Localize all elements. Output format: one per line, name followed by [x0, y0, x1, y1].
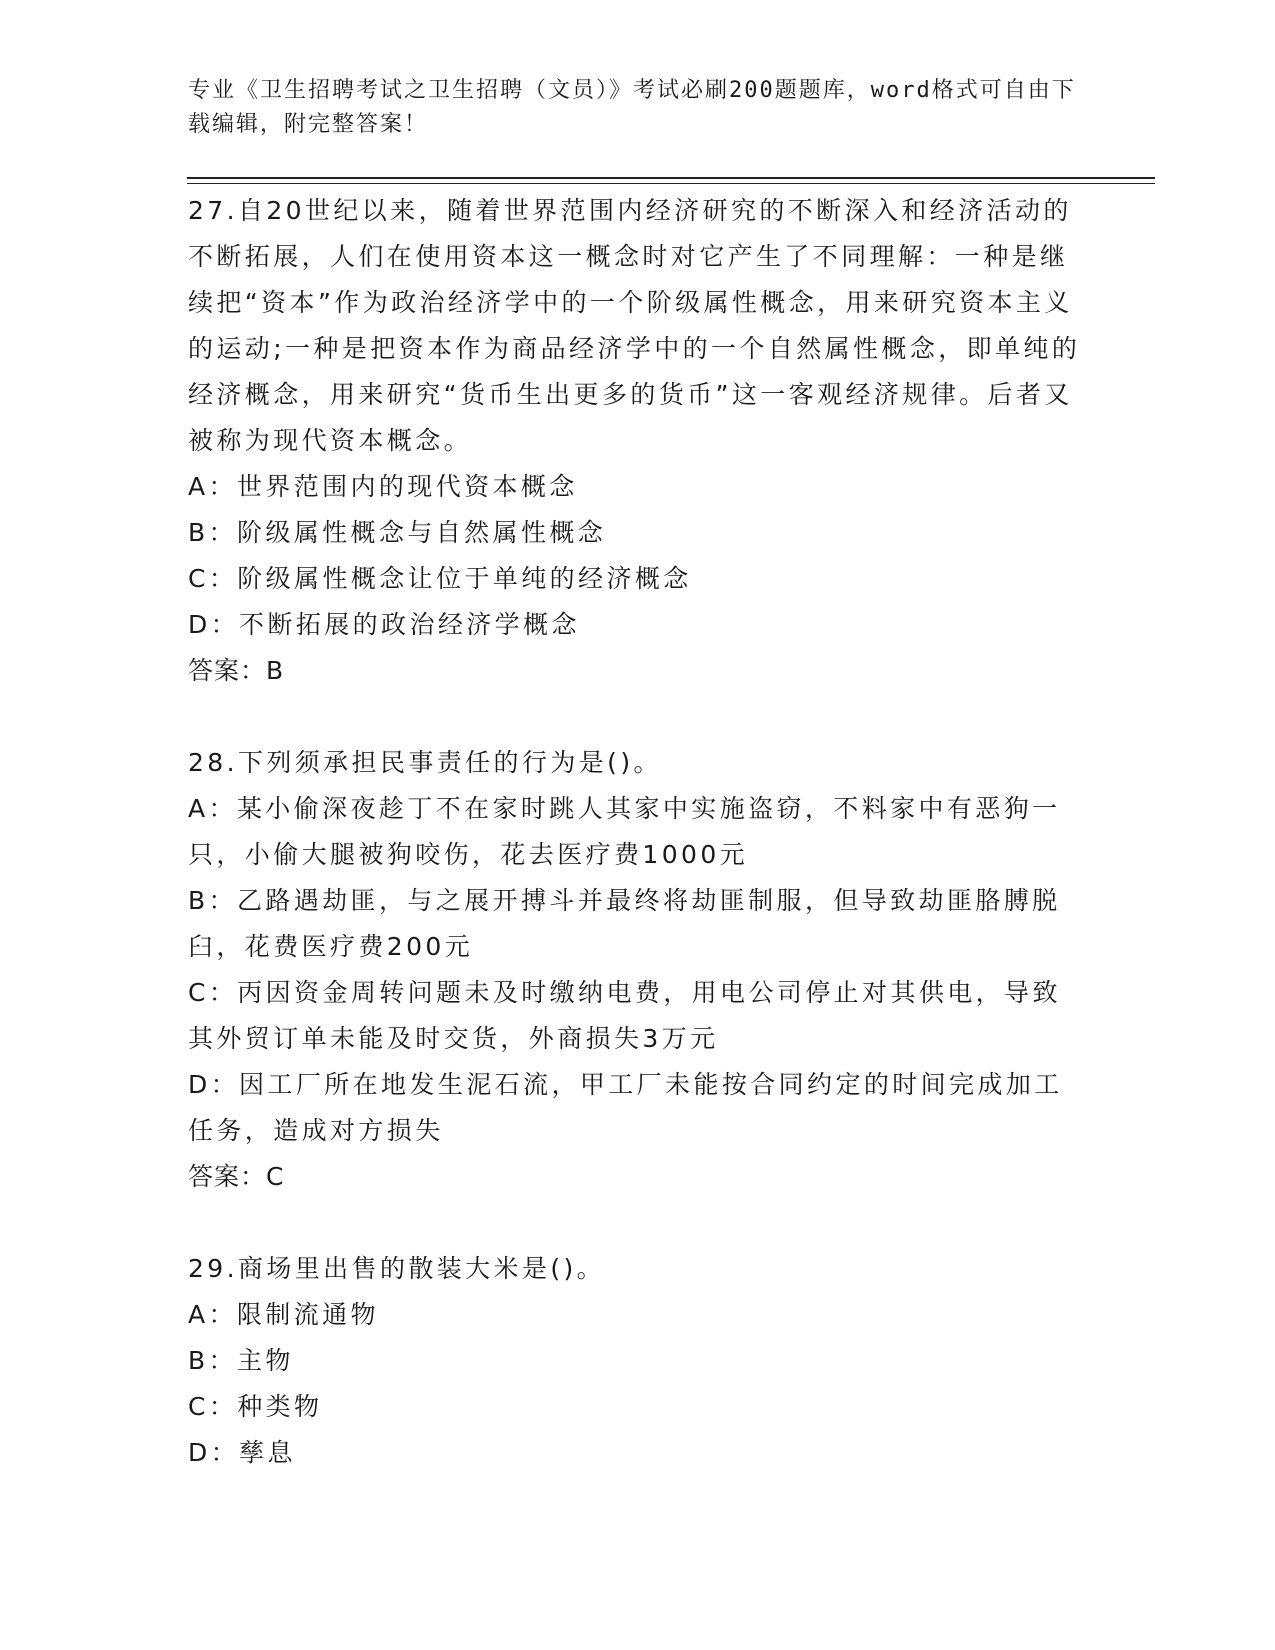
question-27: [188, 188, 1088, 694]
option-c: C：种类物: [188, 1392, 323, 1421]
header-divider-thin: [187, 183, 1155, 184]
question-stem: 29.商场里出售的散装大米是()。: [188, 1254, 606, 1283]
document-header: 专业《卫生招聘考试之卫生招聘（文员）》考试必刷200题题库，word格式可自由下载编辑，附完整答案！: [188, 78, 1076, 137]
option-a: A：某小偷深夜趁丁不在家时跳人其家中实施盗窃，不料家中有恶狗一只，小偷大腿被狗咬伤，花去医疗费1000元: [188, 794, 1061, 869]
option-a: A：世界范围内的现代资本概念: [188, 472, 578, 501]
option-c: C：阶级属性概念让位于单纯的经济概念: [188, 564, 692, 593]
spacer: [188, 1200, 1088, 1246]
question-28: [188, 740, 1088, 1200]
question-stem: 27.自20世纪以来，随着世界范围内经济研究的不断深入和经济活动的不断拓展，人们在使用资本这一概念时对它产生了不同理解：一种是继续把“资本”作为政治经济学中的一个阶级属性概念，用来研究资本主义的运动;一种是把资本作为商品经济学中的一个自然属性概念，即单纯的经济概念，用来研究“货币生出更多的货币”这一客观经济规律。后者又被称为现代资本概念。: [188, 196, 1081, 455]
option-c: C：丙因资金周转问题未及时缴纳电费，用电公司停止对其供电，导致其外贸订单未能及时交货，外商损失3万元: [188, 978, 1061, 1053]
answer-line: 答案：B: [188, 656, 285, 685]
question-stem: 28.下列须承担民事责任的行为是()。: [188, 748, 662, 777]
option-d: D：不断拓展的政治经济学概念: [188, 610, 580, 639]
option-b: B：阶级属性概念与自然属性概念: [188, 518, 607, 547]
option-a: A：限制流通物: [188, 1300, 379, 1329]
option-d: D：孳息: [188, 1438, 296, 1467]
option-b: B：主物: [188, 1346, 294, 1375]
option-b: B：乙路遇劫匪，与之展开搏斗并最终将劫匪制服，但导致劫匪胳膊脱臼，花费医疗费200元: [188, 886, 1061, 961]
option-d: D：因工厂所在地发生泥石流，甲工厂未能按合同约定的时间完成加工任务，造成对方损失: [188, 1070, 1063, 1145]
question-29: [188, 1246, 1088, 1476]
spacer: [188, 694, 1088, 740]
answer-line: 答案：C: [188, 1162, 285, 1191]
question-list: [188, 188, 1088, 1476]
header-divider-thick: [187, 177, 1155, 179]
